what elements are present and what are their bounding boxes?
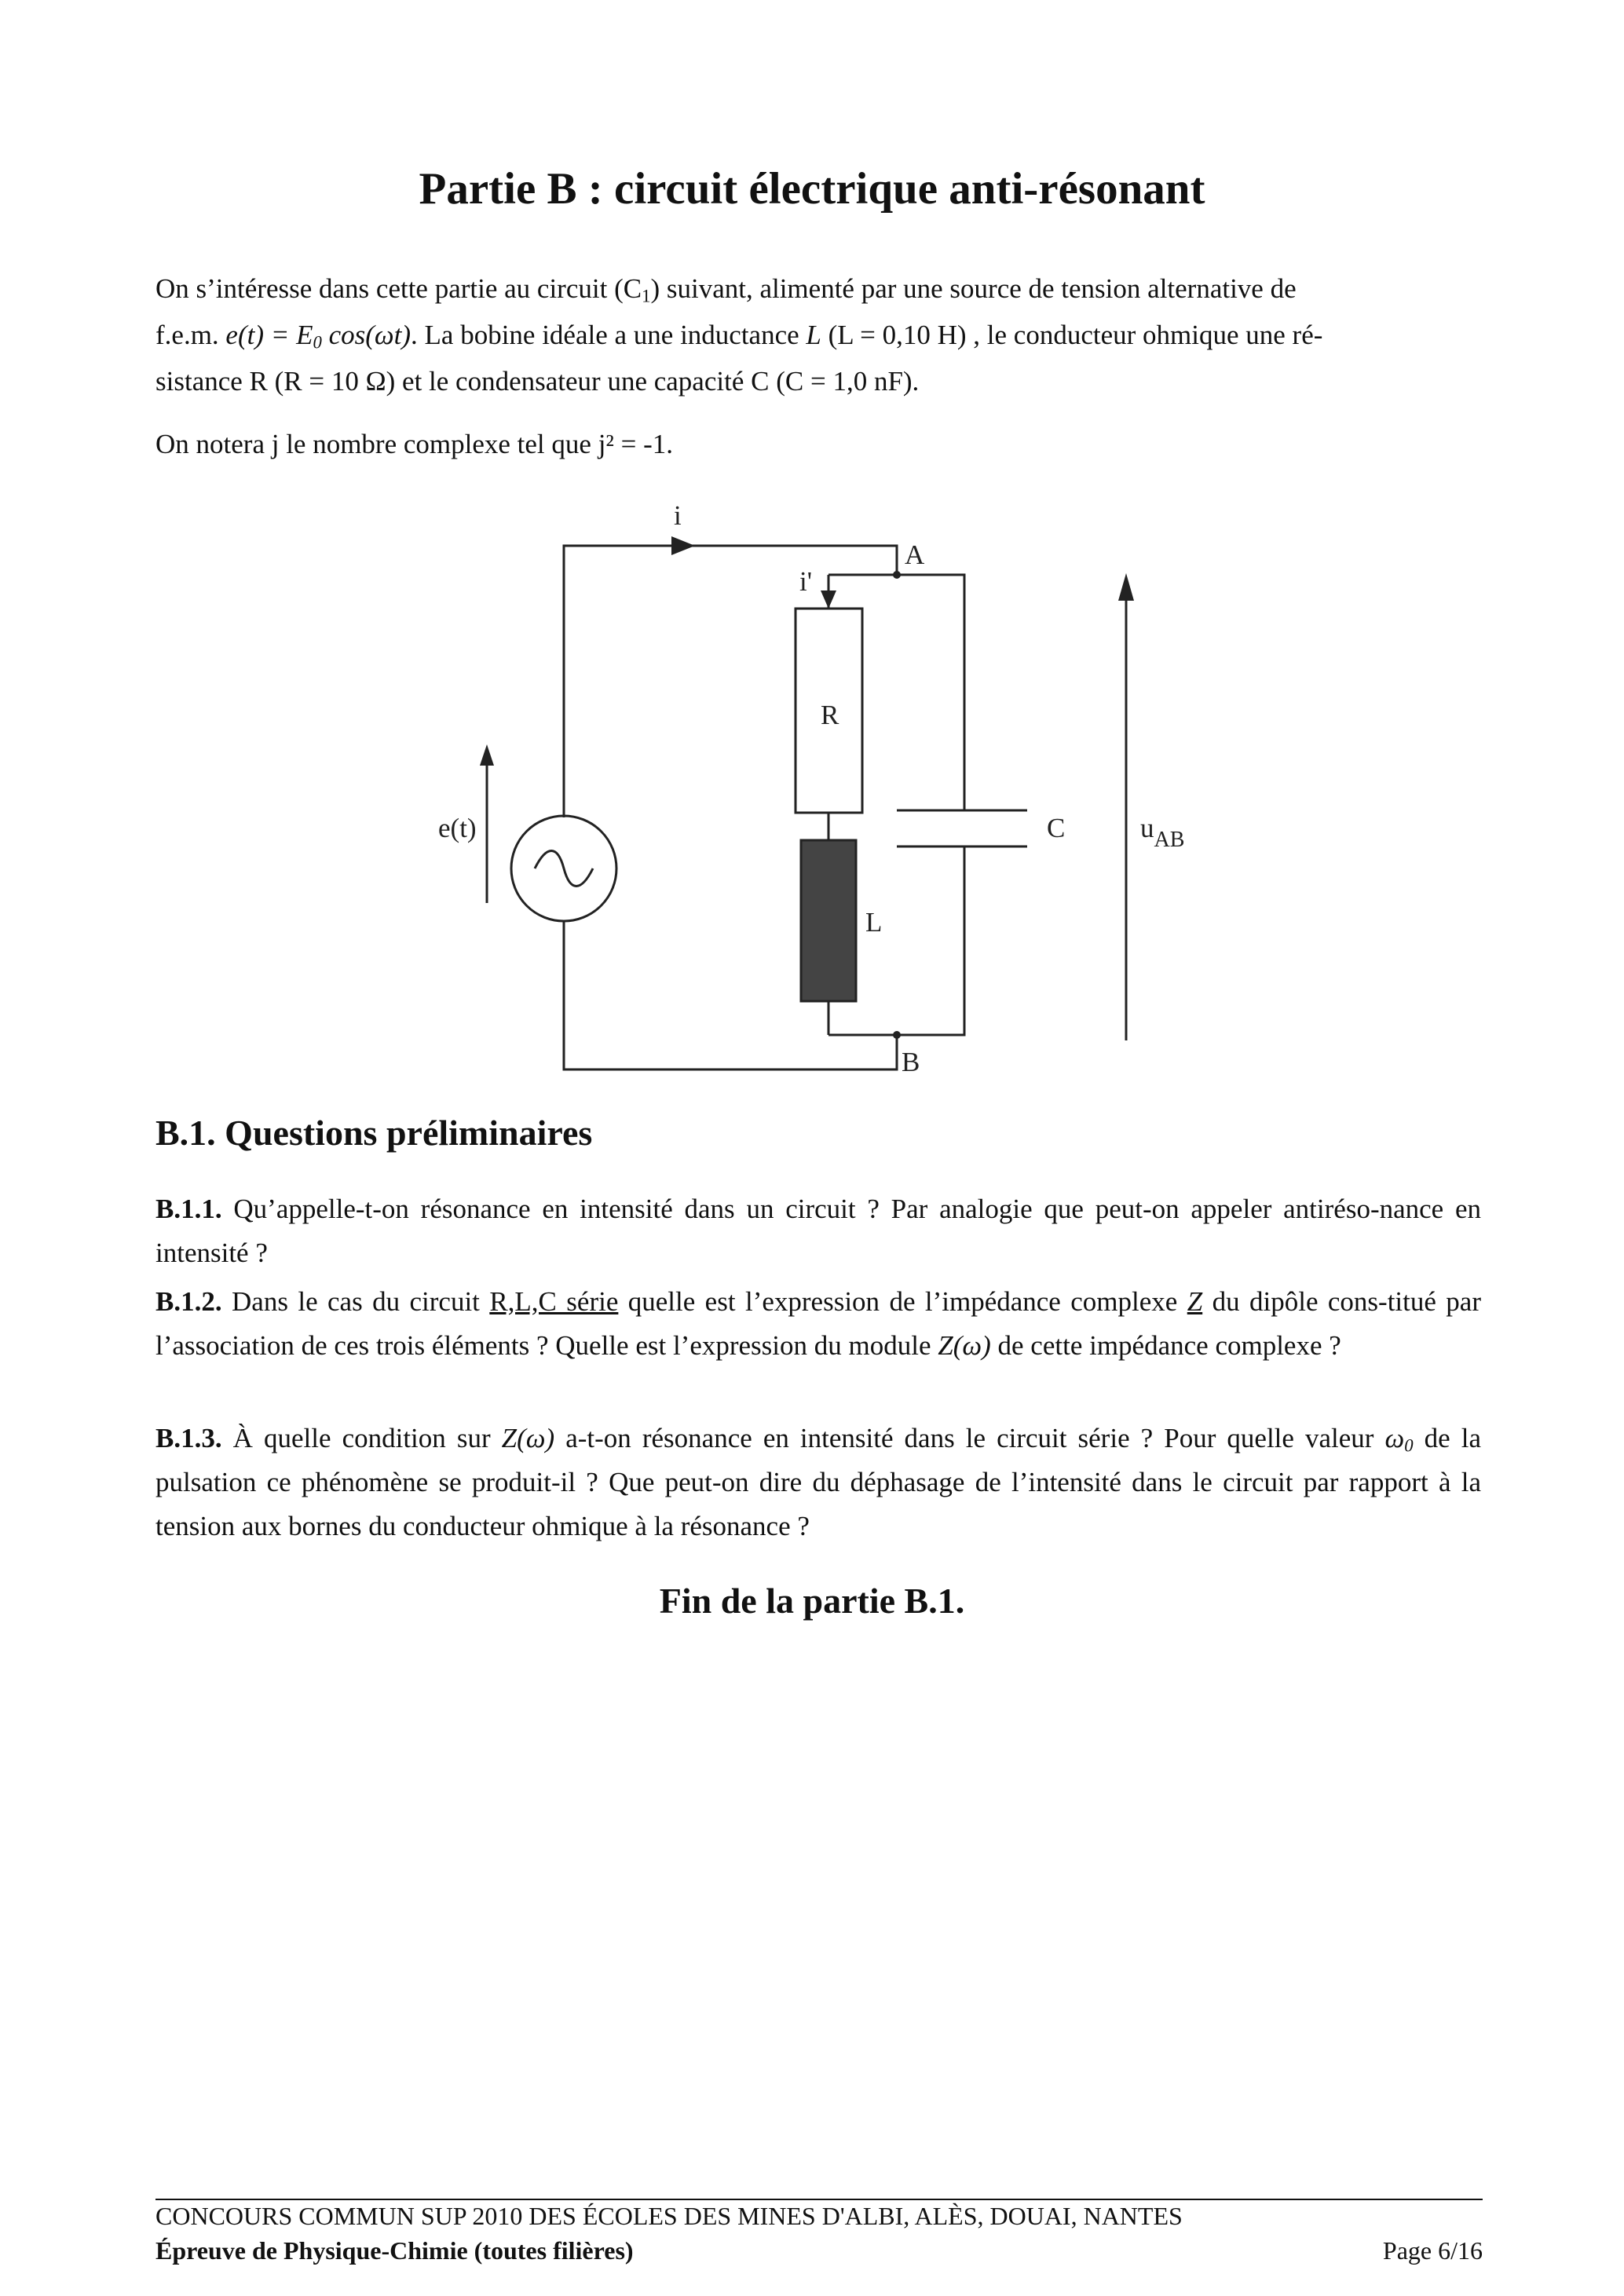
intro-line-1-end: ) suivant, alimenté par une source de tension alternative de	[650, 273, 1297, 304]
label-u-sub: AB	[1154, 828, 1185, 852]
label-A: A	[905, 539, 925, 570]
current-arrow-icon	[671, 536, 695, 555]
end-of-part: Fin de la partie B.1.	[659, 1581, 965, 1621]
intro-line-1: On s’intéresse dans cette partie au circuit (C	[155, 273, 642, 304]
voltage-arrowhead-icon	[1118, 573, 1134, 601]
label-u-main: u	[1140, 813, 1154, 843]
intro-line-3: sistance R (R = 10 Ω) et le condensateur une capacité C (C = 1,0 nF).	[155, 366, 920, 397]
wire-left-top	[564, 546, 897, 817]
intro-line-2b: . La bobine idéale a une inductance	[411, 320, 807, 350]
page-title: Partie B : circuit électrique anti-résonant	[419, 164, 1205, 214]
intro-fem: f.e.m.	[155, 320, 219, 350]
footer-page-number: Page 6/16	[1382, 2236, 1483, 2265]
footer-rule	[155, 2199, 1483, 2200]
question-b11-number: B.1.1.	[155, 1194, 222, 1224]
question-b13	[155, 1417, 1481, 1548]
emf-arrowhead-icon	[480, 744, 494, 766]
question-b13-c: de la pulsation ce phénomène se produit-il ? Que peut-on dire du déphasage de l’intensité dans le circuit par rapport à la tension aux bornes du conducteur ohmique à la résonance ?	[155, 1423, 1481, 1541]
question-b12-d: de cette impédance complexe ?	[990, 1330, 1341, 1361]
question-b12-number: B.1.2.	[155, 1286, 222, 1317]
intro-line-2c: (L = 0,10 H) , le conducteur ohmique une ré-	[821, 320, 1323, 350]
question-b12-c: du dipôle cons-titué par l’association de ces trois éléments ? Quelle est l’expression du module	[155, 1286, 1481, 1361]
label-i-prime: i'	[799, 566, 813, 597]
question-b13-w0-main: ω	[1384, 1423, 1405, 1453]
question-b11-text: Qu’appelle-t-on résonance en intensité dans un circuit ? Par analogie que peut-on appeler antiréso-nance en intensité ?	[155, 1194, 1482, 1268]
question-b13-b: a-t-on résonance en intensité dans le circuit série ? Pour quelle valeur	[554, 1423, 1385, 1453]
question-b12-b: quelle est l’expression de l’impédance complexe	[618, 1286, 1187, 1317]
section-heading: B.1. Questions préliminaires	[155, 1113, 593, 1153]
question-b13-a: À quelle condition sur	[232, 1423, 502, 1453]
node-B	[893, 1031, 901, 1039]
question-b12-Z: Z	[1187, 1286, 1203, 1317]
question-b11	[155, 1187, 1481, 1275]
label-R: R	[821, 700, 839, 730]
question-b12	[155, 1280, 1481, 1368]
label-u	[1140, 813, 1184, 852]
current-branch-arrow-icon	[821, 590, 836, 609]
complex-note: On notera j le nombre complexe tel que j² = -1.	[155, 429, 674, 459]
label-e: e(t)	[438, 813, 477, 843]
question-b13-Zw: Z(ω)	[501, 1423, 555, 1453]
node-A	[893, 571, 901, 579]
circuit-diagram	[0, 0, 1624, 1099]
question-b13-w0	[1384, 1423, 1414, 1456]
question-b12-underlined: R,L,C série	[489, 1286, 619, 1317]
question-b12-a: Dans le cas du circuit	[232, 1286, 490, 1317]
footer-contest: CONCOURS COMMUN SUP 2010 DES ÉCOLES DES MINES D'ALBI, ALÈS, DOUAI, NANTES	[155, 2202, 1183, 2230]
footer-exam: Épreuve de Physique-Chimie (toutes filières)	[155, 2236, 634, 2265]
label-i: i	[674, 500, 682, 531]
intro-sub-1: 1	[642, 286, 651, 306]
label-B: B	[902, 1047, 920, 1077]
fem-eq-start: e(t) = E	[225, 320, 313, 350]
wire-A	[828, 575, 964, 810]
question-b13-w0-sub: 0	[1404, 1435, 1414, 1456]
label-C: C	[1047, 813, 1066, 843]
sine-wave-icon	[535, 851, 593, 887]
question-b13-number: B.1.3.	[155, 1423, 222, 1453]
intro-L: L	[806, 320, 821, 350]
question-b12-Zw: Z(ω)	[938, 1330, 991, 1361]
fem-eq-sub: 0	[313, 332, 322, 353]
fem-eq-end: cos(ωt)	[321, 320, 411, 350]
inductor	[801, 840, 856, 1001]
label-L: L	[865, 907, 883, 938]
